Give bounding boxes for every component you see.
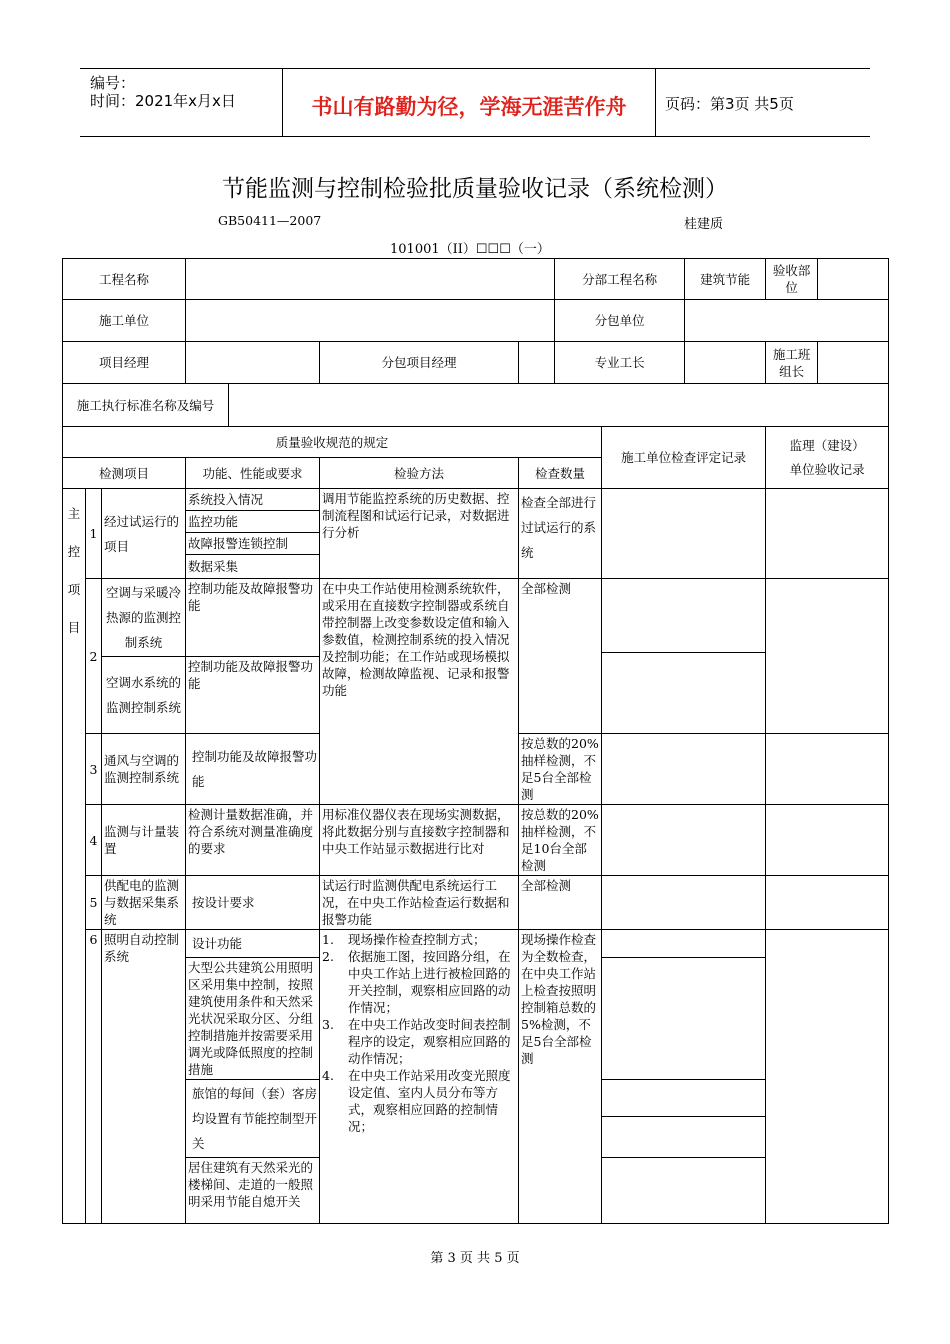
- row4-number: 4: [86, 805, 102, 876]
- row5-func: 按设计要求: [186, 876, 320, 930]
- header-bottom-rule: [80, 136, 870, 137]
- row6-func-1: 设计功能: [186, 930, 320, 958]
- row3-func: 控制功能及故障报警功能: [186, 734, 320, 805]
- row6-construction-record-2[interactable]: [602, 958, 766, 1080]
- method-column-header: 检验方法: [320, 458, 519, 489]
- quantity-column-header: 检查数量: [519, 458, 602, 489]
- supervision-header-line2: 单位验收记录: [789, 461, 865, 477]
- row6-item: 照明自动控制系统: [102, 930, 186, 1224]
- row6-construction-record-3[interactable]: [602, 1080, 766, 1117]
- row5-quantity: 全部检测: [519, 876, 602, 930]
- row1-func-2: 监控功能: [186, 511, 320, 533]
- supervision-header: [766, 427, 889, 489]
- row2-func-b: 控制功能及故障报警功能: [186, 657, 320, 734]
- row6-method-step-3: 3. 在中央工作站改变时间表控制程序的设定，观察相应回路的动作情况；: [322, 1017, 511, 1066]
- row5-item: 供配电的监测与数据采集系统: [102, 876, 186, 930]
- standard-code: GB50411—2007: [218, 213, 322, 228]
- row4-supervision-record[interactable]: [766, 805, 889, 876]
- row2-construction-record-a[interactable]: [602, 579, 766, 653]
- row2-func-a: 控制功能及故障报警功能: [186, 579, 320, 657]
- row6-method-step-1: 1. 现场操作检查控制方式；: [322, 932, 486, 947]
- row5-construction-record[interactable]: [602, 876, 766, 930]
- header-motto: 书山有路勤为径，学海无涯苦作舟: [311, 95, 627, 119]
- row1-func-1: 系统投入情况: [186, 489, 320, 511]
- construction-unit-label: 施工单位: [63, 300, 186, 342]
- subcontract-unit-value[interactable]: [685, 300, 889, 342]
- row3-supervision-record[interactable]: [766, 734, 889, 805]
- sub-project-manager-label: 分包项目经理: [320, 342, 519, 384]
- row4-method: 用标准仪器仪表在现场实测数据，将此数据分别与直接数字控制器和中央工作站显示数据进行比对: [320, 805, 519, 876]
- main-control-category: [63, 489, 86, 1224]
- construction-check-header: 施工单位检查评定记录: [602, 427, 766, 489]
- row2-number: 2: [86, 579, 102, 734]
- row4-item: 监测与计量装置: [102, 805, 186, 876]
- row1-item: 经过试运行的项目: [102, 489, 186, 579]
- row3-construction-record[interactable]: [602, 734, 766, 805]
- document-number-label: 编号：: [90, 74, 136, 92]
- acceptance-part-value[interactable]: [818, 259, 889, 300]
- row3-number: 3: [86, 734, 102, 805]
- row2-item-b: 空调水系统的监测控制系统: [102, 657, 186, 734]
- project-manager-value[interactable]: [186, 342, 320, 384]
- acceptance-part-label: 验收部位: [766, 259, 818, 300]
- row1-method: 调用节能监控系统的历史数据、控制流程图和试运行记录，对数据进行分析: [320, 489, 519, 579]
- row2-supervision-record[interactable]: [766, 579, 889, 734]
- row6-construction-record-5[interactable]: [602, 1158, 766, 1224]
- project-name-value[interactable]: [186, 259, 555, 300]
- standard-name-value[interactable]: [229, 384, 889, 427]
- row4-func: 检测计量数据准确，并符合系统对测量准确度的要求: [186, 805, 320, 876]
- supervision-header-line1: 监理（建设）: [789, 437, 865, 453]
- foreman-label: 专业工长: [555, 342, 685, 384]
- row2-construction-record-b[interactable]: [602, 653, 766, 734]
- construction-unit-value[interactable]: [186, 300, 555, 342]
- row5-method: 试运行时监测供配电系统运行工况，在中央工作站检查运行数据和报警功能: [320, 876, 519, 930]
- row6-quantity: 现场操作检查为全数检查，在中央工作站上检查按照明控制箱总数的5%检测，不足5台全部检测: [519, 930, 602, 1224]
- row6-method: [320, 930, 519, 1224]
- subcontract-unit-label: 分包单位: [555, 300, 685, 342]
- page-indicator: 页码：第3页 共5页: [665, 95, 794, 113]
- page-title: 节能监测与控制检验批质量验收记录（系统检测）: [222, 176, 728, 202]
- header-top-rule: [80, 68, 870, 69]
- row6-func-3: 旅馆的每间（套）客房均设置有节能控制型开关: [186, 1080, 320, 1158]
- acceptance-record-table: [62, 258, 889, 1224]
- row3-quantity: 按总数的20%抽样检测，不足5台全部检测: [519, 734, 602, 805]
- row5-supervision-record[interactable]: [766, 876, 889, 930]
- function-column-header: 功能、性能或要求: [186, 458, 320, 489]
- row1-number: 1: [86, 489, 102, 579]
- team-leader-label: 施工班组长: [766, 342, 818, 384]
- category-char-2: 控: [67, 544, 81, 559]
- row6-method-step-2: 2. 依据施工图，按回路分组，在中央工作站上进行被检回路的开关控制，观察相应回路的动作情况；: [322, 949, 511, 1015]
- item-column-header: 检测项目: [63, 458, 186, 489]
- spec-header: 质量验收规范的规定: [63, 427, 602, 458]
- organization-mark: 桂建质: [684, 217, 724, 232]
- row6-func-2: 大型公共建筑公用照明区采用集中控制，按照建筑使用条件和天然采光状况采取分区、分组控制措施并按需要采用调光或降低照度的控制措施: [186, 958, 320, 1080]
- team-leader-value[interactable]: [818, 342, 889, 384]
- form-code: 101001（II）☐☐☐（一）: [390, 242, 550, 257]
- row6-func-4: 居住建筑有天然采光的楼梯间、走道的一般照明采用节能自熄开关: [186, 1158, 320, 1224]
- row1-supervision-record[interactable]: [766, 489, 889, 579]
- row5-number: 5: [86, 876, 102, 930]
- page-footer: 第 3 页 共 5 页: [430, 1251, 520, 1266]
- row1-func-3: 故障报警连锁控制: [186, 533, 320, 555]
- row1-quantity: 检查全部进行过试运行的系统: [519, 489, 602, 579]
- header-divider-right: [655, 68, 656, 136]
- row1-construction-record[interactable]: [602, 489, 766, 579]
- category-char-3: 项: [67, 582, 81, 597]
- category-char-1: 主: [67, 506, 81, 521]
- row6-method-step-4: 4. 在中央工作站采用改变光照度设定值、室内人员分布等方式，观察相应回路的控制情况；: [322, 1068, 511, 1134]
- foreman-value[interactable]: [685, 342, 766, 384]
- row1-func-4: 数据采集: [186, 555, 320, 579]
- standard-name-label: 施工执行标准名称及编号: [63, 384, 229, 427]
- sub-project-label: 分部工程名称: [555, 259, 685, 300]
- row4-construction-record[interactable]: [602, 805, 766, 876]
- row6-construction-record-4[interactable]: [602, 1116, 766, 1157]
- row6-construction-record-1[interactable]: [602, 930, 766, 958]
- row2-item-a: 空调与采暖冷热源的监测控制系统: [102, 579, 186, 657]
- document-date-label: 时间：2021年x月x日: [90, 92, 236, 110]
- row3-item: 通风与空调的监测控制系统: [102, 734, 186, 805]
- row6-supervision-record[interactable]: [766, 930, 889, 1224]
- row2-quantity: 全部检测: [519, 579, 602, 734]
- row2-method: 在中央工作站使用检测系统软件，或采用在直接数字控制器或系统自带控制器上改变参数设定值和输入参数值，检测控制系统的投入情况及控制功能；在工作站或现场模拟故障，检测故障监视、记录和报警功能: [320, 579, 519, 805]
- project-name-label: 工程名称: [63, 259, 186, 300]
- row6-number: 6: [86, 930, 102, 1224]
- project-manager-label: 项目经理: [63, 342, 186, 384]
- category-char-4: 目: [67, 620, 81, 635]
- sub-project-manager-value[interactable]: [519, 342, 555, 384]
- row4-quantity: 按总数的20%抽样检测，不足10台全部检测: [519, 805, 602, 876]
- sub-project-value: 建筑节能: [685, 259, 766, 300]
